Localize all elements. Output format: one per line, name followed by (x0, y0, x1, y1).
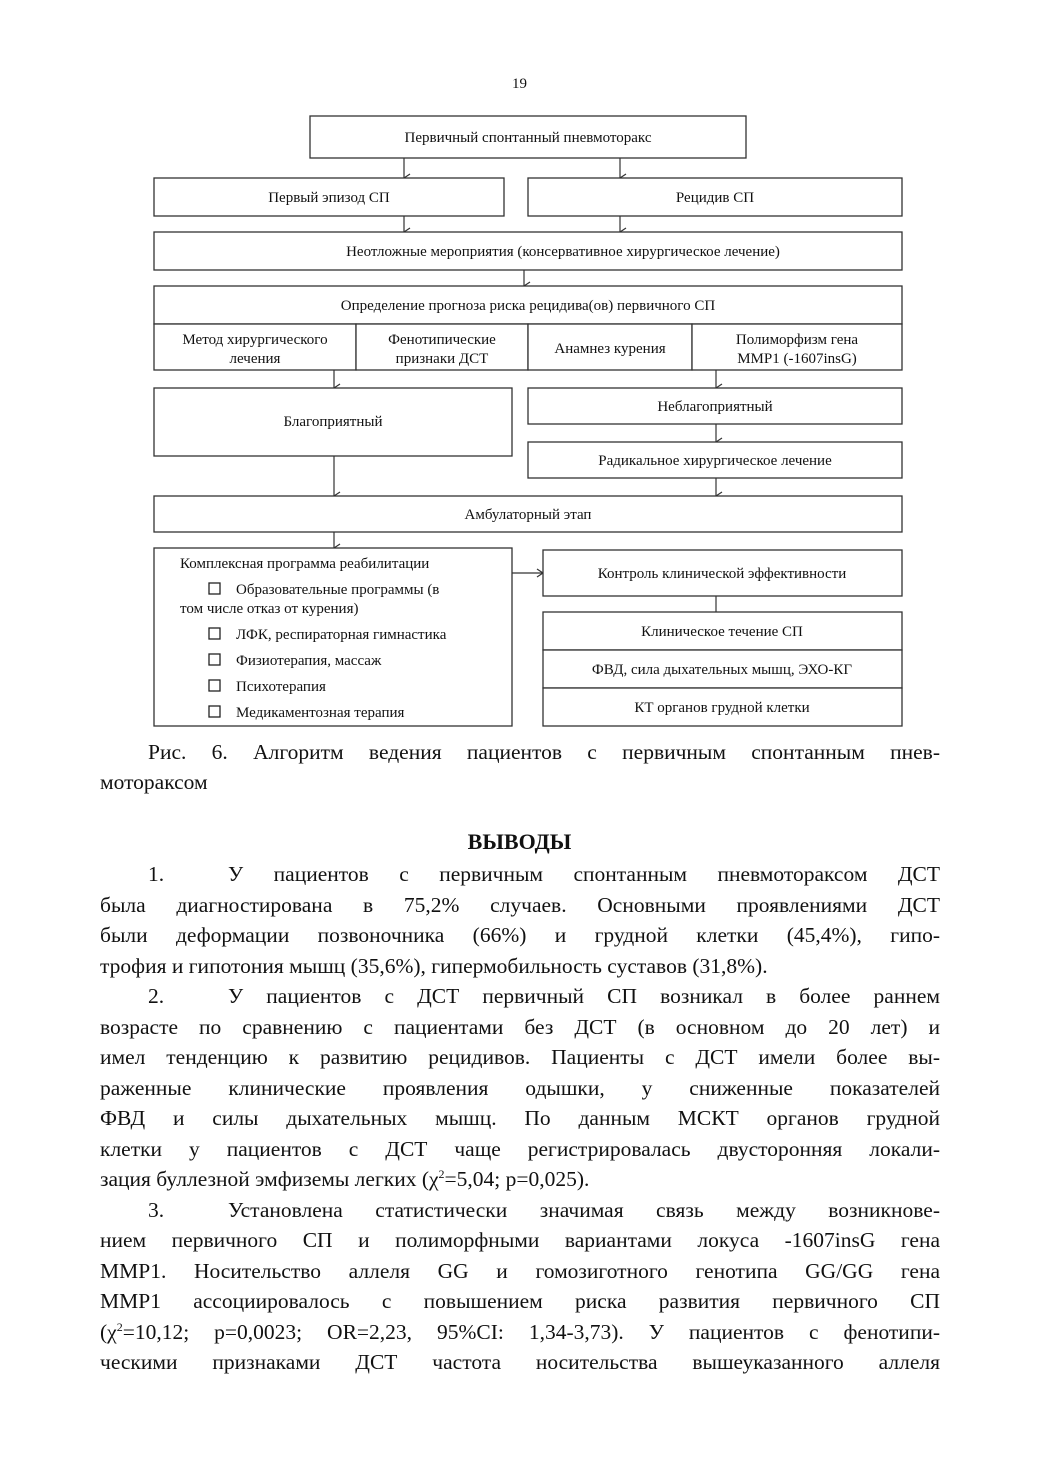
conclusions-body (100, 859, 940, 1378)
text-fragment: =5,04; p=0,025). (444, 1167, 590, 1191)
conclusion-number: 1. (148, 862, 165, 886)
text-line: раженные клинические проявления одышки, у сниженные показателей (100, 1075, 940, 1100)
fvd-box (543, 650, 902, 688)
first-episode-box (154, 178, 504, 216)
rehab-item-line: Медикаментозная терапия (236, 705, 405, 721)
factor-line: Анамнез курения (554, 341, 666, 357)
checkbox-icon (209, 654, 220, 665)
checkbox-icon (209, 706, 220, 717)
text-line: Установлена статистически значимая связь между возникнове- (228, 1197, 940, 1222)
caption-text: Рис. 6. Алгоритм ведения пациентов с первичным спонтанным пнев- (148, 740, 940, 764)
prognosis-box (154, 286, 902, 324)
text-line (100, 1164, 940, 1195)
text-line: MMP1 ассоциировалось с повышением риска развития первичного СП (100, 1289, 940, 1313)
clinical-course-box (543, 612, 902, 650)
conclusion-1 (100, 859, 940, 981)
control-label: Контроль клинической эффективности (597, 566, 847, 582)
factor-line: лечения (229, 351, 281, 367)
text-line: трофия и гипотония мышц (35,6%), гипермобильность суставов (31,8%). (100, 953, 768, 978)
ct-box (543, 688, 902, 726)
control-box (543, 550, 902, 596)
rehab-item-line: ЛФК, респираторная гимнастика (236, 627, 447, 643)
factor-line: MMP1 (-1607insG) (737, 351, 857, 367)
conclusions-heading: ВЫВОДЫ (467, 829, 572, 854)
relapse-box (528, 178, 902, 216)
rehab-item-line: том числе отказ от курения) (180, 601, 359, 617)
root-label: Первичный спонтанный пневмоторакс (404, 130, 652, 146)
clinical-course-label: Клиническое течение СП (641, 624, 803, 640)
ambulatory-label: Амбулаторный этап (464, 507, 592, 523)
conclusion-3 (100, 1195, 940, 1378)
text-line: ФВД и силы дыхательных мышц. По данным МСКТ органов грудной (100, 1106, 940, 1130)
figure-caption (100, 737, 940, 797)
rehab-item-line: Физиотерапия, массаж (236, 653, 382, 669)
conclusion-number: 2. (148, 984, 165, 1008)
rehab-item-line: Психотерапия (236, 679, 326, 695)
urgent-measures-label: Неотложные мероприятия (консервативное хирургическое лечение) (346, 244, 780, 260)
favorable-label: Благоприятный (283, 414, 383, 430)
factor-phenotypic-signs (356, 324, 528, 370)
text-line: У пациентов с первичным спонтанным пневмотораксом ДСТ (228, 862, 940, 886)
conclusion-number: 3. (148, 1197, 165, 1222)
rehab-title: Комплексная программа реабилитации (180, 556, 430, 572)
factor-surgical-method (154, 324, 356, 370)
factor-line: Метод хирургического (182, 332, 328, 348)
factor-line: признаки ДСТ (395, 351, 489, 367)
root-box (310, 116, 746, 158)
text-line: возрасте по сравнению с пациентами без ДСТ (в основном до 20 лет) и (100, 1014, 940, 1039)
checkbox-icon (209, 628, 220, 639)
factor-smoking-history (528, 324, 692, 370)
ambulatory-box (154, 496, 902, 532)
rehab-item-line: Образовательные программы (в (236, 582, 440, 598)
text-line: были деформации позвоночника (66%) и грудной клетки (45,4%), гипо- (100, 923, 940, 947)
factor-line: Полиморфизм гена (735, 332, 859, 348)
caption-line: мотораксом (100, 770, 208, 794)
text-line (100, 1317, 940, 1348)
text-line: У пациентов с ДСТ первичный СП возникал в более раннем (228, 984, 940, 1008)
text-line: имел тенденцию к развитию рецидивов. Пациенты с ДСТ имели более вы- (100, 1045, 940, 1069)
relapse-label: Рецидив СП (675, 190, 755, 206)
text-line: клетки у пациентов с ДСТ чаще регистрировалась двусторонняя локали- (100, 1136, 940, 1161)
text-line: ческими признаками ДСТ частота носительства вышеуказанного аллеля (100, 1350, 940, 1374)
unfavorable-box (528, 388, 902, 424)
factor-line: Фенотипические (388, 332, 496, 348)
radical-surgery-box (528, 442, 902, 478)
caption-line (100, 737, 940, 767)
text-line: MMP1. Носительство аллеля GG и гомозиготного генотипа GG/GG гена (100, 1258, 940, 1283)
conclusion-2 (100, 981, 940, 1195)
text-fragment: зация буллезной эмфиземы легких (χ (100, 1167, 439, 1191)
unfavorable-label: Неблагоприятный (657, 399, 773, 415)
checkbox-icon (209, 583, 220, 594)
fvd-label: ФВД, сила дыхательных мышц, ЭХО-КГ (591, 662, 853, 678)
page-number: 19 (512, 76, 527, 92)
text-fragment: (χ (100, 1319, 117, 1344)
checkbox-icon (209, 680, 220, 691)
text-fragment: =10,12; p=0,0023; OR=2,23, 95%CI: 1,34-3,73). У пациентов с фенотипи- (122, 1319, 940, 1344)
rehab-program-box (154, 548, 512, 726)
ct-label: КТ органов грудной клетки (634, 700, 810, 716)
text-line: нием первичного СП и полиморфными вариантами локуса -1607insG гена (100, 1228, 940, 1252)
first-episode-label: Первый эпизод СП (268, 190, 390, 206)
prognosis-label: Определение прогноза риска рецидива(ов) первичного СП (340, 298, 716, 314)
text-line: была диагностирована в 75,2% случаев. Основными проявлениями ДСТ (100, 892, 940, 917)
factor-mmp1-polymorphism (692, 324, 902, 370)
radical-surgery-label: Радикальное хирургическое лечение (598, 453, 832, 469)
superscript: 2 (438, 1166, 445, 1181)
superscript: 2 (116, 1319, 123, 1334)
favorable-box (154, 388, 512, 456)
urgent-measures-box (154, 232, 902, 270)
